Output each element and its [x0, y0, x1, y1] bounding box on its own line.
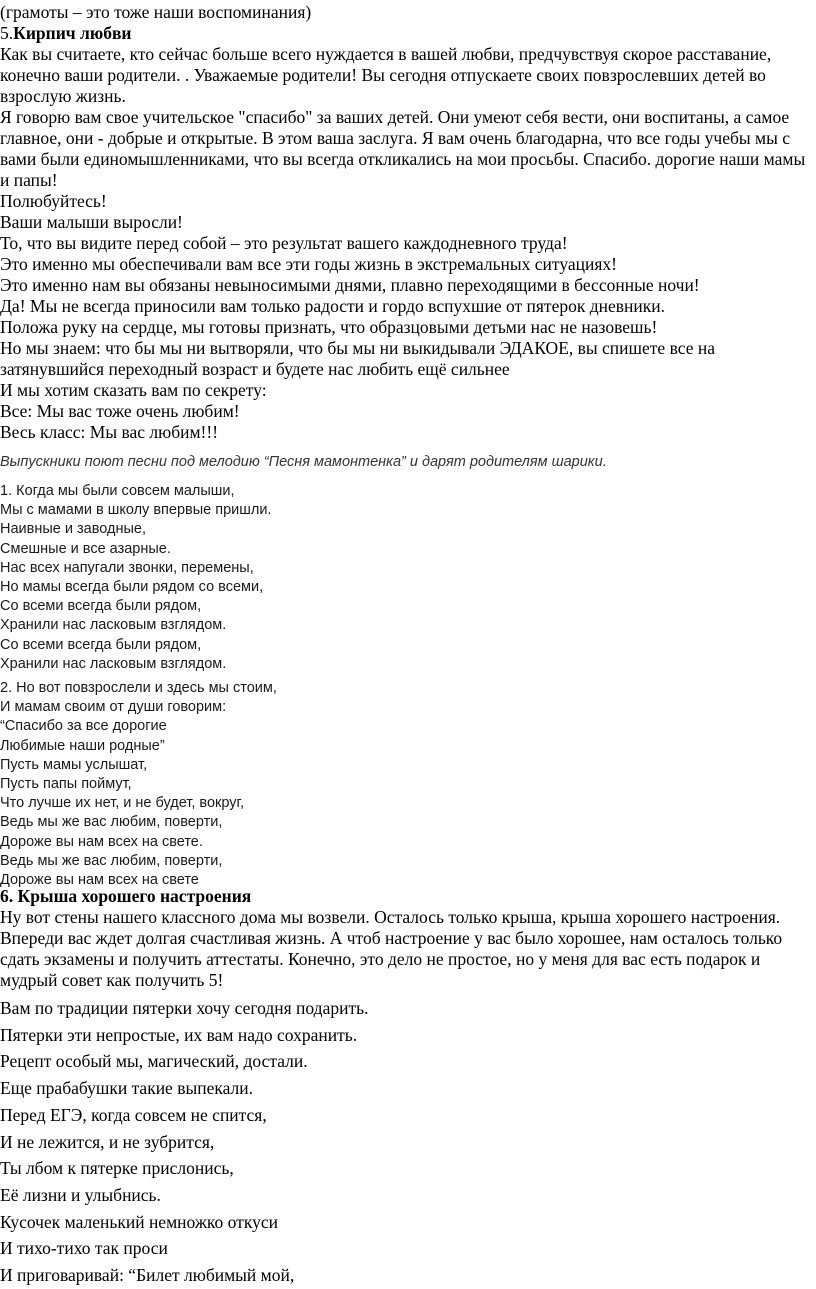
- section-5: [0, 2, 812, 443]
- poem-line: Перед ЕГЭ, когда совсем не спится,: [0, 1104, 267, 1125]
- section-5-line: То, что вы видите перед собой – это результат вашего каждодневного труда!: [0, 233, 568, 253]
- stage-note: Выпускники поют песни под мелодию “Песня мамонтенка” и дарят родителям шарики.: [0, 454, 607, 470]
- verse-line: 1. Когда мы были совсем малыши,: [0, 483, 235, 499]
- section-5-title: Кирпич любви: [13, 23, 132, 43]
- intro-line: (грамоты – это тоже наши воспоминания): [0, 2, 312, 22]
- verse-line: Но мамы всегда были рядом со всеми,: [0, 579, 264, 596]
- poem-line: Рецепт особый мы, магический, достали.: [0, 1051, 308, 1072]
- section-5-line: Положа руку на сердце, мы готовы признать, что образцовыми детьми нас не назовешь!: [0, 317, 658, 337]
- section-5-number: 5.: [0, 23, 14, 43]
- verse-line: И мамам своим от души говорим:: [0, 699, 227, 716]
- verse-line: Наивные и заводные,: [0, 521, 146, 538]
- section-5-line: Все: Мы вас тоже очень любим!: [0, 401, 240, 421]
- poem-line: И тихо-тихо так проси: [0, 1238, 168, 1259]
- verse-line: Пусть мамы услышат,: [0, 756, 148, 773]
- section-5-line: Это именно мы обеспечивали вам все эти годы жизнь в экстремальных ситуациях!: [0, 254, 617, 274]
- section-5-line: Это именно нам вы обязаны невыносимыми днями, плавно переходящими в бессонные ночи!: [0, 275, 700, 295]
- section-5-paragraph-2: Я говорю вам свое учительское "спасибо" за ваших детей. Они умеют себя вести, они воспитаны, а самое главное, они - добрые и открытые. В этом ваша заслуга. Я вам очень благодарна, что все годы учебы мы с вами были единомышленниками, что вы всегда откликались на мои просьбы. Спасибо. дорогие наши мамы и папы!: [0, 107, 806, 190]
- section-5-line: И мы хотим сказать вам по секрету:: [0, 380, 267, 400]
- section-5-line: Да! Мы не всегда приносили вам только радости и гордо вспухшие от пятерок дневники.: [0, 296, 665, 316]
- section-6: [0, 886, 812, 991]
- song-verse-2: [0, 679, 812, 890]
- poem-line: И приговаривай: “Билет любимый мой,: [0, 1265, 295, 1286]
- verse-line: Что лучше их нет, и не будет, вокруг,: [0, 795, 245, 812]
- verse-line: Ведь мы же вас любим, поверти,: [0, 852, 223, 869]
- verse-line: Мы с мамами в школу впервые пришли.: [0, 502, 272, 519]
- section-6-poem: [0, 995, 812, 1289]
- poem-line: Еще прабабушки такие выпекали.: [0, 1078, 253, 1099]
- section-5-heading: [0, 23, 812, 44]
- verse-line: Со всеми всегда были рядом,: [0, 636, 202, 653]
- verse-line: Хранили нас ласковым взглядом.: [0, 617, 227, 634]
- section-5-line: Полюбуйтесь!: [0, 191, 107, 211]
- poem-line: Кусочек маленький немножко откуси: [0, 1211, 278, 1232]
- poem-line: Вам по традиции пятерки хочу сегодня подарить.: [0, 998, 369, 1018]
- verse-line: 2. Но вот повзрослели и здесь мы стоим,: [0, 680, 277, 696]
- verse-line: Дороже вы нам всех на свете: [0, 872, 199, 889]
- poem-line: Её лизни и улыбнись.: [0, 1184, 161, 1205]
- verse-line: Смешные и все азарные.: [0, 540, 171, 557]
- section-5-paragraph-1: Как вы считаете, кто сейчас больше всего нуждается в вашей любви, предчувствуя скорое расставание, конечно ваши родители. . Уважаемые родители! Вы сегодня отпускаете своих повзрослевших детей во взрослую жизнь.: [0, 44, 772, 106]
- section-6-paragraph: Ну вот стены нашего классного дома мы возвели. Осталось только крыша, крыша хорошего настроения. Впереди вас ждет долгая счастливая жизнь. А чтоб настроение у вас было хорошее, нам осталось только сдать экзамены и получить аттестаты. Конечно, это дело не простое, но у меня для вас есть подарок и мудрый совет как получить 5!: [0, 907, 783, 990]
- poem-line: И не лежится, и не зубрится,: [0, 1131, 215, 1152]
- verse-line: Со всеми всегда были рядом,: [0, 598, 202, 615]
- poem-line: Пятерки эти непростые, их вам надо сохранить.: [0, 1024, 358, 1045]
- verse-line: “Спасибо за все дорогие: [0, 718, 167, 735]
- section-5-paragraph-3: Но мы знаем: что бы мы ни вытворяли, что бы мы ни выкидывали ЭДАКОЕ, вы спишете все на затянувшийся переходный возраст и будете нас любить ещё сильнее: [0, 338, 715, 379]
- verse-line: Нас всех напугали звонки, перемены,: [0, 559, 254, 576]
- section-5-line: Ваши малыши выросли!: [0, 212, 183, 232]
- poem-line: Ты лбом к пятерке прислонись,: [0, 1158, 234, 1179]
- verse-line: Пусть папы поймут,: [0, 776, 132, 793]
- verse-line: Ведь мы же вас любим, поверти,: [0, 814, 223, 831]
- verse-line: Хранили нас ласковым взглядом.: [0, 655, 227, 672]
- verse-line: Любимые наши родные”: [0, 737, 165, 754]
- song-verse-1: [0, 482, 812, 674]
- section-6-title: 6. Крыша хорошего настроения: [0, 886, 252, 906]
- section-5-line: Весь класс: Мы вас любим!!!: [0, 422, 219, 442]
- verse-line: Дороже вы нам всех на свете.: [0, 833, 203, 850]
